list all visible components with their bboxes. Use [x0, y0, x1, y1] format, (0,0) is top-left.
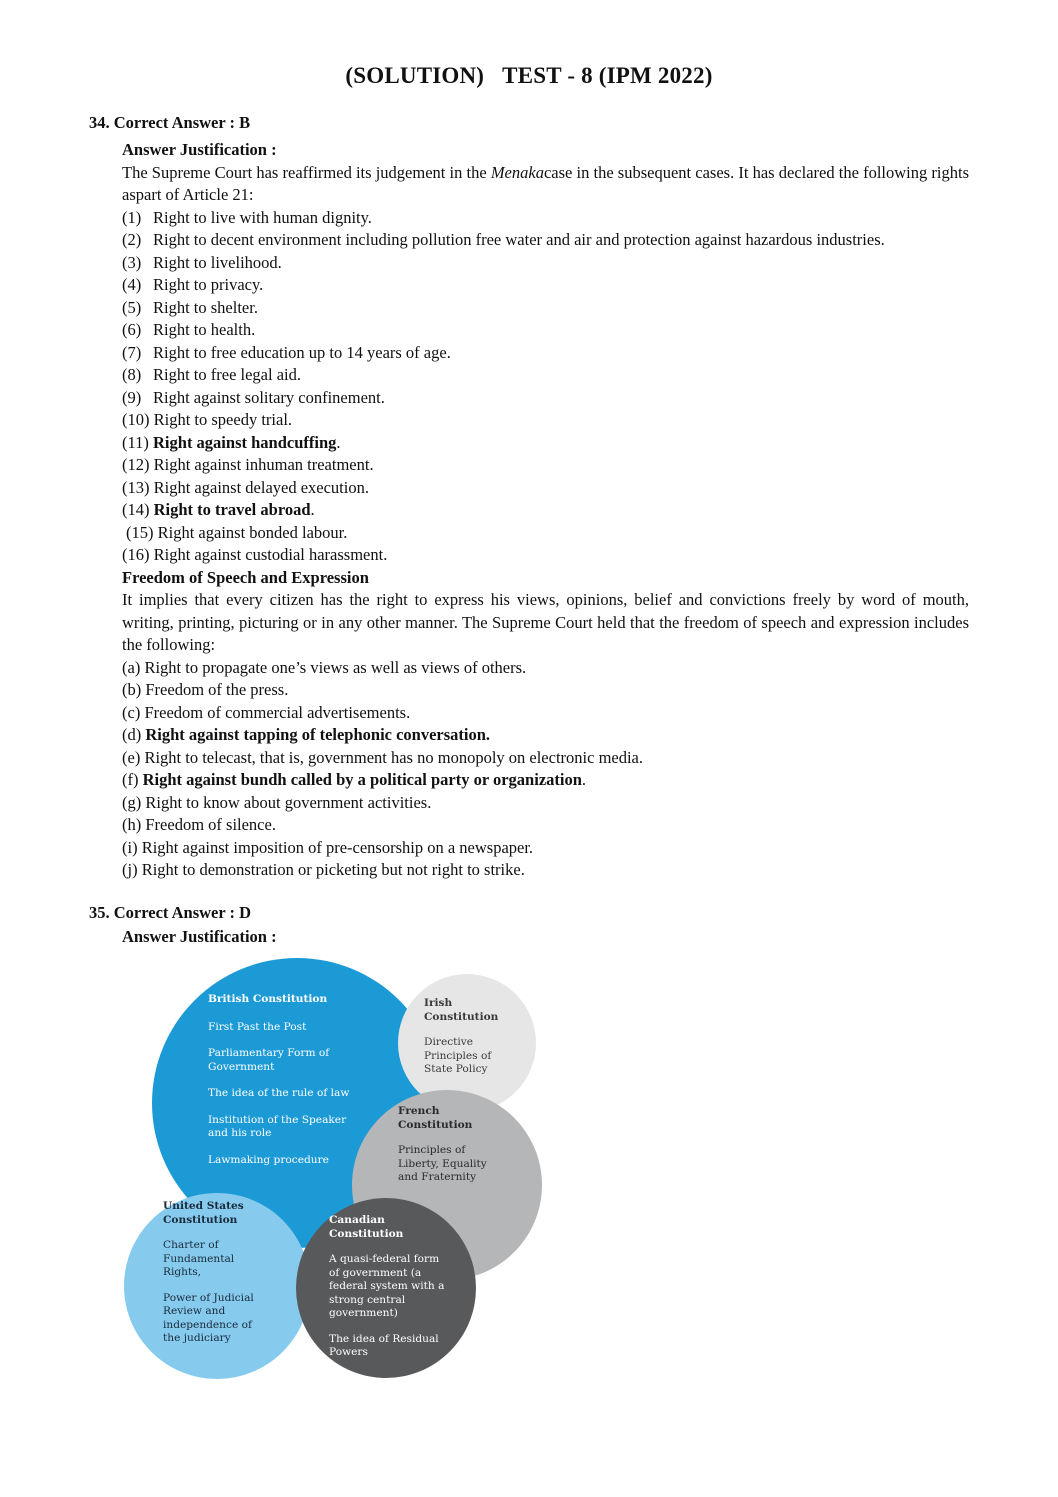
us-title: United States Constitution	[163, 1200, 244, 1226]
list-item: (3) Right to livelihood.	[122, 252, 282, 272]
us-label	[163, 1200, 283, 1358]
menaka-case: Menaka	[490, 162, 544, 182]
list-item: (16) Right against custodial harassment.	[122, 545, 388, 564]
list-item: (8) Right to free legal aid.	[122, 365, 301, 384]
list-item: (4) Right to privacy.	[122, 275, 264, 294]
canada-item: A quasi-federal form of government (a federal system with a strong central government)	[329, 1253, 445, 1319]
canada-title: Canadian Constitution	[329, 1214, 404, 1240]
canada-item: The idea of Residual Powers	[329, 1332, 439, 1358]
french-item: Principles of Liberty, Equality and Fraternity	[398, 1144, 487, 1183]
q34-intro: The Supreme Court has reaffirmed its judgement in the Menakacase in the subsequent cases. It has declared the following rights aspart of Article 21:	[122, 162, 969, 204]
list-item: (d) Right against tapping of telephonic conversation.	[122, 725, 491, 744]
list-item: (15) Right against bonded labour.	[126, 522, 348, 542]
canada-label	[329, 1214, 459, 1372]
british-title: British Constitution	[208, 993, 328, 1005]
q34-solution	[122, 139, 969, 882]
list-item: (h) Freedom of silence.	[122, 815, 276, 834]
freedom-heading: Freedom of Speech and Expression	[122, 567, 369, 587]
british-item: Institution of the Speaker and his role	[208, 1113, 347, 1139]
q35-heading: 35. Correct Answer : D	[89, 903, 252, 922]
list-item: (f) Right against bundh called by a political party or organization.	[122, 770, 587, 789]
british-item: The idea of the rule of law	[208, 1087, 350, 1099]
irish-label	[424, 997, 534, 1089]
us-item: Power of Judicial Review and independence of the judiciary	[163, 1291, 254, 1344]
list-item: (a) Right to propagate one’s views as well as views of others.	[122, 657, 527, 677]
french-title: French Constitution	[398, 1105, 473, 1131]
page-title	[0, 63, 1058, 89]
freedom-paragraph: It implies that every citizen has the right to express his views, opinions, belief and convictions freely by word of mouth, writing, printing, picturing or in any other manner. The Supreme Court held that the freedom of speech and expression includes the following:	[122, 590, 969, 654]
british-item: First Past the Post	[208, 1020, 307, 1033]
list-item: (e) Right to telecast, that is, government has no monopoly on electronic media.	[122, 747, 644, 767]
british-item: Lawmaking procedure	[208, 1153, 329, 1166]
list-item: (i) Right against imposition of pre-censorship on a newspaper.	[122, 837, 534, 857]
list-item: (b) Freedom of the press.	[122, 680, 289, 699]
french-label	[398, 1105, 518, 1197]
irish-item: Directive Principles of State Policy	[424, 1036, 492, 1075]
list-item: (2) Right to decent environment including pollution free water and air and protection against hazardous industries.	[122, 230, 885, 249]
us-item: Charter of Fundamental Rights,	[163, 1239, 235, 1278]
list-item: (10) Right to speedy trial.	[122, 410, 293, 429]
title-solution: (SOLUTION)	[345, 63, 485, 88]
q35-solution	[122, 926, 969, 949]
q34-heading: 34. Correct Answer : B	[89, 113, 251, 132]
list-item: (7) Right to free education up to 14 years of age.	[122, 342, 451, 362]
british-label	[208, 993, 368, 1180]
list-item: (j) Right to demonstration or picketing but not right to strike.	[122, 860, 525, 879]
title-test: TEST - 8 (IPM 2022)	[502, 63, 713, 88]
list-item: (1) Right to live with human dignity.	[122, 207, 372, 227]
list-item: (g) Right to know about government activities.	[122, 792, 432, 812]
q35-justification-title: Answer Justification :	[122, 927, 277, 946]
q34-justification-title: Answer Justification :	[122, 140, 277, 159]
list-item: (c) Freedom of commercial advertisements.	[122, 702, 411, 722]
list-item: (14) Right to travel abroad.	[122, 500, 315, 519]
list-item: (6) Right to health.	[122, 320, 256, 339]
constitution-sources-diagram	[120, 968, 550, 1388]
list-item: (11) Right against handcuffing.	[122, 432, 341, 452]
list-item: (13) Right against delayed execution.	[122, 477, 369, 497]
list-item: (9) Right against solitary confinement.	[122, 387, 385, 407]
list-item: (12) Right against inhuman treatment.	[122, 455, 374, 474]
irish-title: Irish Constitution	[424, 997, 499, 1023]
british-item: Parliamentary Form of Government	[208, 1047, 330, 1073]
list-item: (5) Right to shelter.	[122, 297, 258, 317]
